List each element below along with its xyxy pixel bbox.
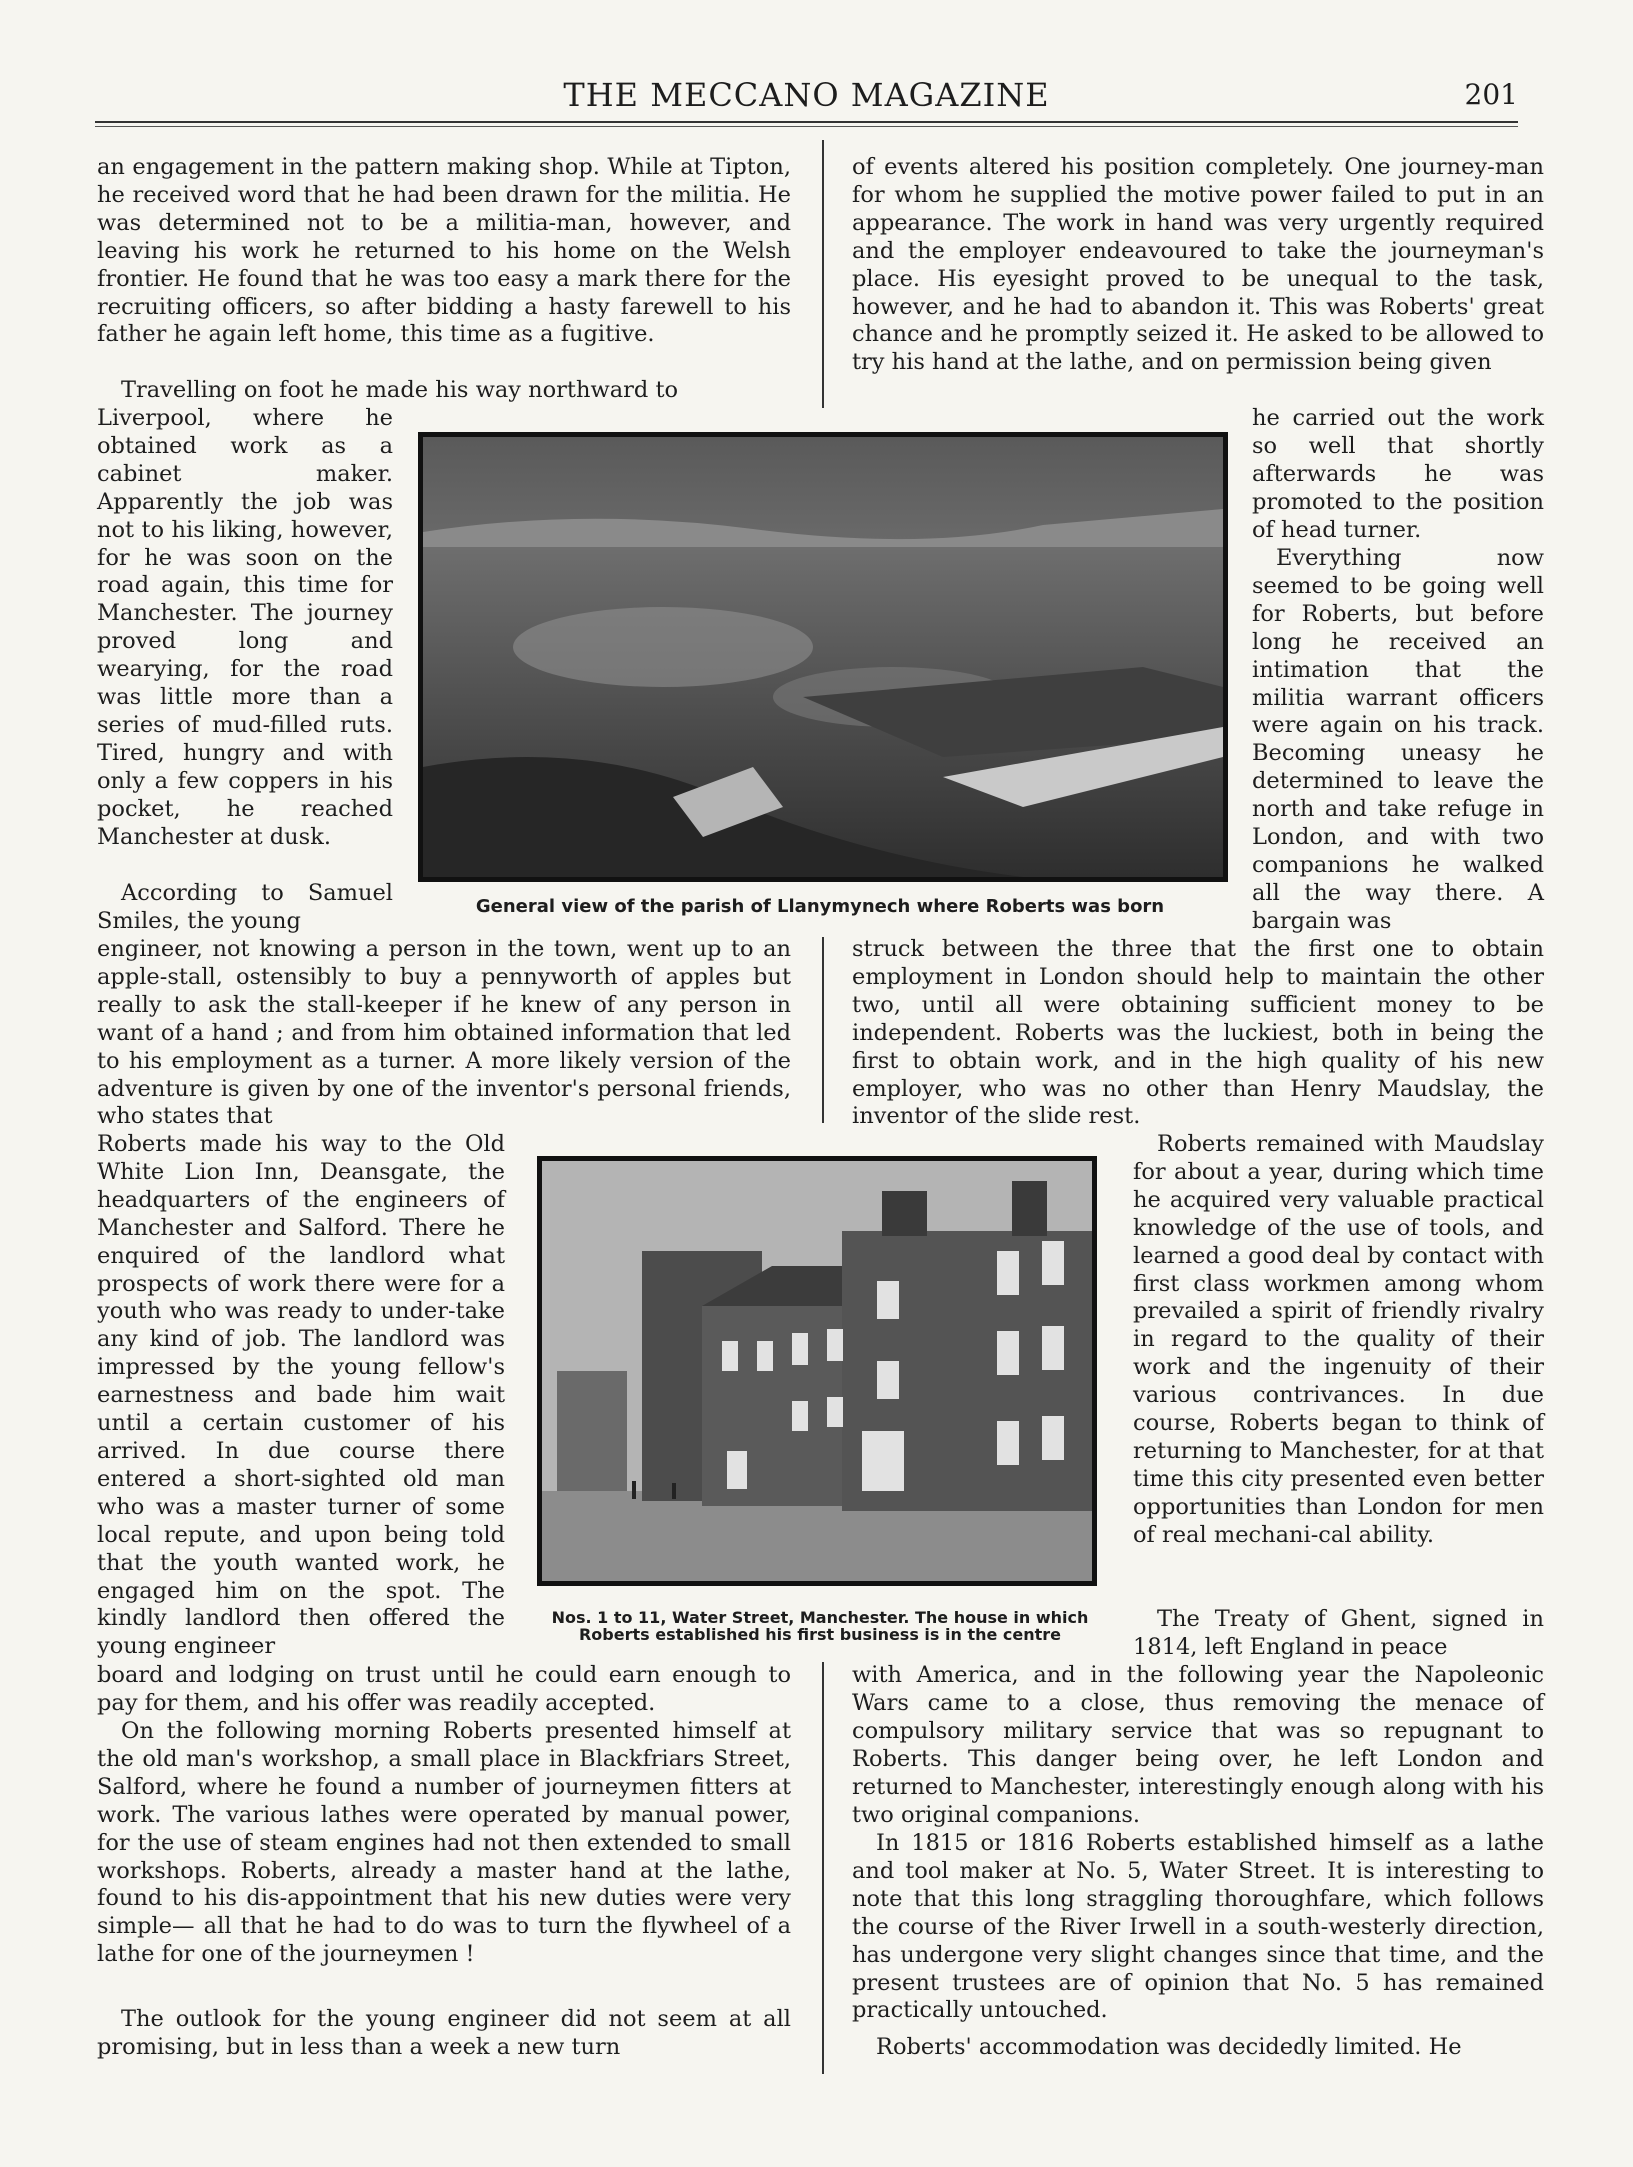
paragraph: an engagement in the pattern making shop. While at Tipton, he received word that he had been drawn for the militia. He was determined not to be a militia-man, however, and leaving his work he returned to his home on the Welsh frontier. He found that he was too easy a mark there for the recruiting officers, so after bidding a hasty farewell to his father he again left home, this time as a fugitive. [97,154,791,348]
paragraph: The Treaty of Ghent, signed in 1814, left England in peace [1133,1606,1544,1660]
header-rule-thin [95,126,1518,127]
paragraph: engineer, not knowing a person in the town, went up to an apple-stall, ostensibly to buy a pennyworth of apples but really to ask the stall-keeper if he knew of any person in want of a hand ; and from him obtained information that led to his employment as a turner. A more likely version of the adventure is given by one of the inventor's personal friends, who states that [97,936,791,1130]
street-photo [537,1156,1097,1586]
paragraph: board and lodging on trust until he could earn enough to pay for them, and his offer was readily accepted. [97,1662,791,1716]
paragraph: he carried out the work so well that shortly afterwards he was promoted to the position of head turner. [1252,405,1544,543]
page-number: 201 [1464,78,1518,111]
paragraph: struck between the three that the first one to obtain employment in London should help to maintain the other two, until all were obtaining sufficient money to be independent. Roberts was the luckiest, both in being the first to obtain work, and in the high quality of his new employer, who was no other than Henry Maudslay, the inventor of the slide rest. [852,936,1544,1130]
header-rule [95,121,1518,123]
landscape-photo [418,432,1228,882]
column-divider [822,937,824,1123]
landscape-image [423,437,1223,877]
caption-line: Roberts established his first business is in the centre [578,1625,1062,1644]
paragraph: According to Samuel Smiles, the young [97,880,393,934]
paragraph: Travelling on foot he made his way northward to [121,377,679,403]
figure-caption [520,1609,1120,1643]
street-image [542,1161,1092,1581]
magazine-title: THE MECCANO MAGAZINE [563,76,1050,114]
paragraph: Roberts remained with Maudslay for about a year, during which time he acquired very valuable practical knowledge of the use of tools, and learned a good deal by contact with first class workmen among whom prevailed a spirit of friendly rivalry in regard to the quality of their work and the ingenuity of their various contrivances. In due course, Roberts began to think of returning to Manchester, for at that time this city presented even better opportunities than London for men of real mechani-cal ability. [1133,1131,1544,1548]
paragraph: of events altered his position completely. One journey-man for whom he supplied the motive power failed to put in an appearance. The work in hand was very urgently required and the employer endeavoured to take the journeyman's place. His eyesight proved to be unequal to the task, however, and he had to abandon it. This was Roberts' great chance and he promptly seized it. He asked to be allowed to try his hand at the lathe, and on permission being given [852,154,1544,376]
page-header [95,76,1518,120]
paragraph: Liverpool, where he obtained work as a cabinet maker. Apparently the job was not to his liking, however, for he was soon on the road again, this time for Manchester. The journey proved long and wearying, for the road was little more than a series of mud-filled ruts. Tired, hungry and with only a few coppers in his pocket, he reached Manchester at dusk. [97,405,393,850]
paragraph: The outlook for the young engineer did not seem at all promising, but in less than a week a new turn [97,2006,791,2060]
column-divider [822,140,824,408]
paragraph: with America, and in the following year the Napoleonic Wars came to a close, thus removing the menace of compulsory military service that was so repugnant to Roberts. This danger being over, he left London and returned to Manchester, interestingly enough along with his two original companions. [852,1662,1544,1828]
paragraph: Everything now seemed to be going well for Roberts, but before long he received an intimation that the militia warrant officers were again on his track. Becoming uneasy he determined to leave the north and take refuge in London, and with two companions he walked all the way there. A bargain was [1252,545,1544,934]
paragraph: In 1815 or 1816 Roberts established himself as a lathe and tool maker at No. 5, Water Street. It is interesting to note that this long straggling thoroughfare, which follows the course of the River Irwell in a south-westerly direction, has undergone very slight changes since that time, and the present trustees are of opinion that No. 5 has remained practically untouched. [852,1830,1544,2024]
paragraph: Roberts made his way to the Old White Lion Inn, Deansgate, the headquarters of the engineers of Manchester and Salford. There he enquired of the landlord what prospects of work there were for a youth who was ready to under-take any kind of job. The landlord was impressed by the young fellow's earnestness and bade him wait until a certain customer of his arrived. In due course there entered a short-sighted old man who was a master turner of some local repute, and upon being told that the youth wanted work, he engaged him on the spot. The kindly landlord then offered the young engineer [97,1131,505,1660]
caption-line: Nos. 1 to 11, Water Street, Manchester. The house in which [551,1608,1089,1627]
column-divider [822,1662,824,2074]
figure-caption: General view of the parish of Llanymynech where Roberts was born [475,896,1165,917]
paragraph: Roberts' accommodation was decidedly limited. He [876,2034,1462,2060]
paragraph: On the following morning Roberts presented himself at the old man's workshop, a small place in Blackfriars Street, Salford, where he found a number of journeymen fitters at work. The various lathes were operated by manual power, for the use of steam engines had not then extended to small workshops. Roberts, already a master hand at the lathe, found to his dis-appointment that his new duties were very simple— all that he had to do was to turn the flywheel of a lathe for one of the journeymen ! [97,1718,791,1968]
